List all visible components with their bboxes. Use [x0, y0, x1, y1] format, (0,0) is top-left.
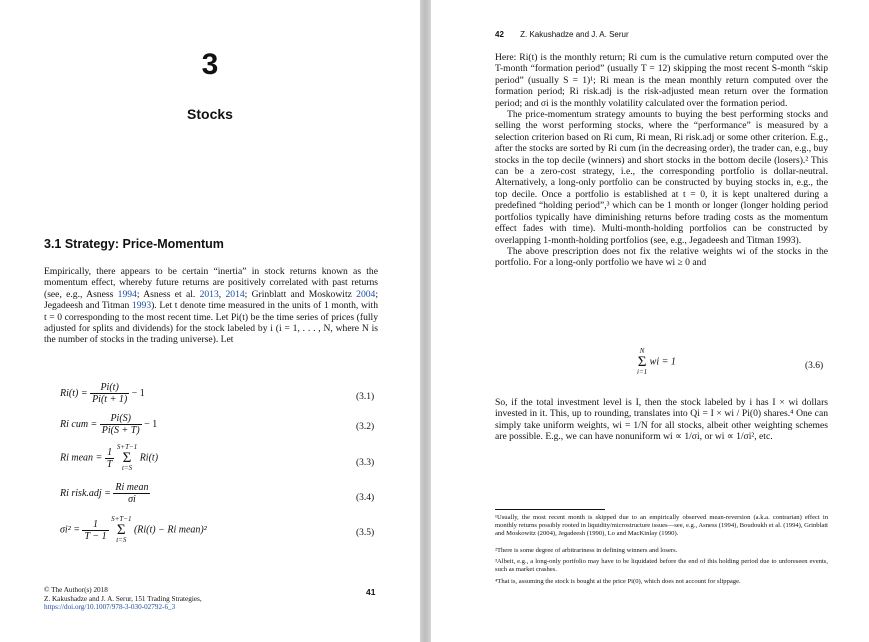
page-number: 41 [366, 587, 376, 597]
copyright-block: © The Author(s) 2018 Z. Kakushadze and J. A. Serur, 151 Trading Strategies, https://doi.org/10.1007/978-3-030-02792-6_3 [44, 586, 344, 612]
citation-link[interactable]: 1994 [117, 288, 137, 300]
chapter-title: Stocks [187, 106, 233, 122]
left-page [0, 0, 420, 642]
running-head-authors: Z. Kakushadze and J. A. Serur [520, 30, 629, 39]
footnote-3: ³Albeit, e.g., a long-only portfolio may have to be liquidated before the end of this holding period due to unforeseen events, such as market crashes. [495, 558, 828, 573]
fraction: $\frac{Pi(S)}{Pi(S + T)}$ [101, 413, 140, 436]
footnote-rule [495, 509, 605, 510]
fraction: $\frac{1}{T}$ [106, 446, 113, 470]
equation-3-2: Ri cum = $\frac{Pi(S)}{Pi(S + T)}$ − 1 [60, 413, 158, 436]
equation-3-6: N Σ i=1 wi = 1 [637, 347, 676, 376]
fraction: $\frac{Pi(t)}{Pi(t + 1)}$ [92, 382, 128, 405]
equation-number: (3.1) [356, 392, 375, 402]
definitions-paragraph: Here: Ri(t) is the monthly return; Ri cum is the cumulative return computed over the T-month “formation period” (usually T = 12) skipping the most recent S-month “skip period” (usually S = 1)¹; Ri mean is the mean monthly return computed over the formation period; Ri risk.adj is the risk-adjusted mean return over the formation period; and σi is the monthly volatility calculated over the formation period. The price-momentum strategy amounts to buying the best performing stocks and selling the worst performing stocks, where the “performance” is measured by a selection criterion based on Ri cum, Ri mean, Ri risk.adj or some other criterion. E.g., after the stocks are sorted by Ri cum (in the decreasing order), the trader can, e.g., buy stocks in the top decile (winners) and short stocks in the bottom decile (losers).² This can be a zero-cost strategy, i.e., the corresponding portfolio is dollar-neutral. Alternatively, a long-only portfolio can be constructed by buying stocks in, e.g., the top decile. Once a portfolio is established at t = 0, it is kept unaltered during a predefined “holding period”,³ which can be 1 month or longer (longer holding period portfolios typically have diminishing returns before trading costs as the momentum effect fades with time). Multi-month-holding portfolios can be constructed by overlapping 1-month-holding portfolios (see, e.g., Jegadeesh and Titman 1993). The above prescription does not fix the relative weights wi of the stocks in the portfolio. For a long-only portfolio we have wi ≥ 0 and [495, 52, 828, 269]
citation-link[interactable]: 2004 [356, 288, 376, 300]
fraction: $\frac{\text{Ri mean}}{\sigma i}$ [115, 482, 149, 505]
equation-number: (3.4) [356, 493, 375, 503]
page-number: 42 [495, 30, 504, 39]
equation-number: (3.3) [356, 458, 375, 468]
intro-paragraph: Empirically, there appears to be certain “inertia” in stock returns known as the momentum effect, whereby future returns are positively correlated with past returns (see, e.g., Asness 1994; Asness et al. 2013, 2014; Grinblatt and Moskowitz 2004; Jegadeesh and Titman 1993). Let t denote time measured in the units of 1 month, with t = 0 corresponding to the most recent time. Let Pi(t) be the time series of prices (fully adjusted for splits and dividends) for the stock labeled by i (i = 1, . . . , N, where N is the number of stocks in the trading universe). Let [44, 266, 379, 346]
equation-3-4: Ri risk.adj = $\frac{\text{Ri mean}}{\sigma i}$ [60, 482, 149, 505]
equation-number: (3.2) [356, 422, 375, 432]
equation-number: (3.5) [356, 528, 375, 538]
summation: N Σ i=1 [637, 347, 648, 376]
equation-number: (3.6) [805, 361, 824, 371]
fraction: $\frac{1}{T - 1}$ [84, 518, 107, 542]
doi-link[interactable]: https://doi.org/10.1007/978-3-030-02792-6_3 [44, 603, 176, 612]
equation-3-1: Ri(t) = $\frac{Pi(t)}{Pi(t + 1)}$ − 1 [60, 382, 145, 405]
footnote-1: ¹Usually, the most recent month is skipped due to an empirically observed mean-reversion (a.k.a. contrarian) effect in monthly returns possibly rooted in liquidity/microstructure issues—see, e.g., Asness (1994), Boudoukh et al. (1994), Grinblatt and Moskowitz (2004), Jegadeesh (1990), Lo and MacKinlay (1990). [495, 514, 828, 537]
weights-paragraph: So, if the total investment level is I, then the stock labeled by i has I × wi dollars invested in it. This, up to rounding, translates into Qi = I × wi / Pi(0) shares.⁴ One can simply take uniform weights, wi = 1/N for all stocks, albeit other weighting schemes are possible. E.g., we can have nonuniform wi ∝ 1/σi, or wi ∝ 1/σi², etc. [495, 397, 828, 443]
equation-3-3: Ri mean = $\frac{1}{T}$ S+T−1 Σ t=S Ri(t) [60, 443, 159, 472]
summation: S+T−1 Σ t=S [116, 443, 138, 472]
book-gutter [420, 0, 431, 642]
footnote-4: ⁴That is, assuming the stock is bought at the price Pi(0), which does not account for slippage. [495, 578, 741, 585]
summation: S+T−1 Σ t=S [111, 515, 132, 544]
right-page [431, 0, 869, 642]
equation-3-5: σi² = $\frac{1}{T - 1}$ S+T−1 Σ t=S (Ri(t) − Ri mean)² [60, 515, 207, 544]
citation-link[interactable]: 2013 [199, 288, 219, 300]
citation-link[interactable]: 2014 [225, 288, 245, 300]
citation-link[interactable]: 1993 [131, 300, 152, 312]
footnote-2: ²There is some degree of arbitrariness in defining winners and losers. [495, 547, 678, 554]
section-title: 3.1 Strategy: Price-Momentum [44, 237, 224, 251]
running-head [495, 30, 629, 39]
chapter-number: 3 [201, 48, 219, 81]
